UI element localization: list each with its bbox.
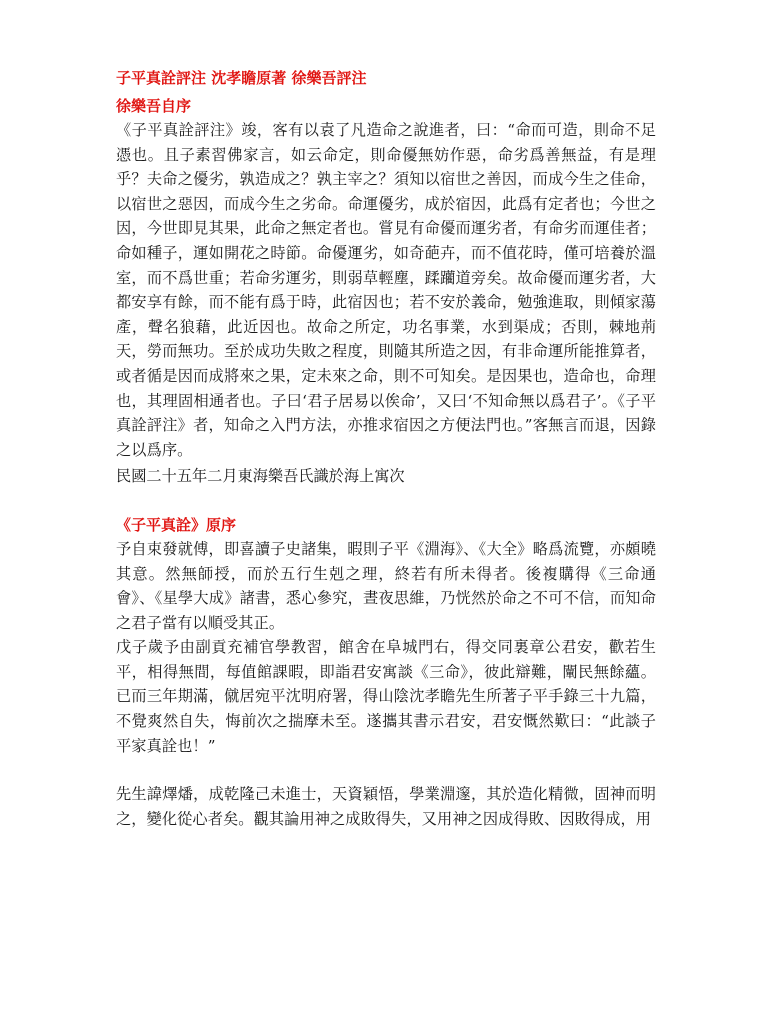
paragraph-spacer — [116, 758, 656, 782]
preface2-paragraph-1: 予自束發就傅，即喜讀子史諸集，暇則子平《淵海》、《大全》略爲流覽，亦頗曉其意。然無師授，而於五行生剋之理，終若有所未得者。後複購得《三命通會》、《星學大成》諸書，悉心參究，晝夜思維，乃恍然於命之不可不信，而知命之君子當有以順受其正。 — [116, 539, 656, 632]
section-spacer — [116, 489, 656, 513]
preface1-heading: 徐樂吾自序 — [116, 97, 192, 115]
preface2-paragraph-3: 先生諱燡燔，成乾隆己未進士，天資穎悟，學業淵邃，其於造化精微，固神而明之，變化從心者矣。觀其論用神之成敗得失，又用神之因成得敗、因敗得成，用 — [116, 785, 656, 828]
preface1-date-line: 民國二十五年二月東海樂吾氏識於海上寓次 — [116, 467, 405, 486]
preface2-paragraph-2: 戊子歲予由副貢充補官學教習，館舍在阜城門右，得交同裏章公君安，歡若生平，相得無間，每值館課暇，即詣君安寓談《三命》，彼此辯難，闡民無餘蘊。已而三年期滿，僦居宛平沈明府署，得山陰沈孝瞻先生所著子平手錄三十九篇，不覺爽然自失，悔前次之揣摩未至。遂攜其書示君安，君安慨然歎曰：“此談子平家真詮也！” — [116, 638, 656, 755]
document-title: 子平真詮評注 沈孝瞻原著 徐樂吾評注 — [116, 69, 367, 87]
document-page — [116, 64, 656, 831]
preface2-heading: 《子平真詮》原序 — [116, 515, 237, 534]
preface1-paragraph: 《子平真詮評注》竣，客有以袁了凡造命之說進者，曰：“命而可造，則命不足憑也。且子素習佛家言，如云命定，則命優無妨作惡，命劣爲善無益，有是理乎？夫命之優劣，孰造成之？孰主宰之？須知以宿世之善因，而成今生之佳命，以宿世之惡因，而成今生之劣命。命運優劣，成於宿因，此爲有定者也；今世之因，今世即見其果，此命之無定者也。嘗見有命優而運劣者，有命劣而運佳者；命如種子，運如開花之時節。命優運劣，如奇葩卉，而不值花時，僅可培養於溫室，而不爲世重；若命劣運劣，則弱草輕塵，蹂躪道旁矣。故命優而運劣者，大都安享有餘，而不能有爲于時，此宿因也；若不安於義命，勉強進取，則傾家蕩產，聲名狼藉，此近因也。故命之所定，功名事業，水到渠成；否則，棘地荊天，勞而無功。至於成功失敗之程度，則隨其所造之因，有非命運所能推算者，或者循是因而成將來之果，定未來之命，則不可知矣。是因果也，造命也，命理也，其理固相通者也。子曰‘君子居易以俟命’，又曰‘不知命無以爲君子’。《子平真詮評注》者，知命之入門方法，亦推求宿因之方便法門也。”客無言而退，因錄之以爲序。 — [116, 121, 656, 459]
